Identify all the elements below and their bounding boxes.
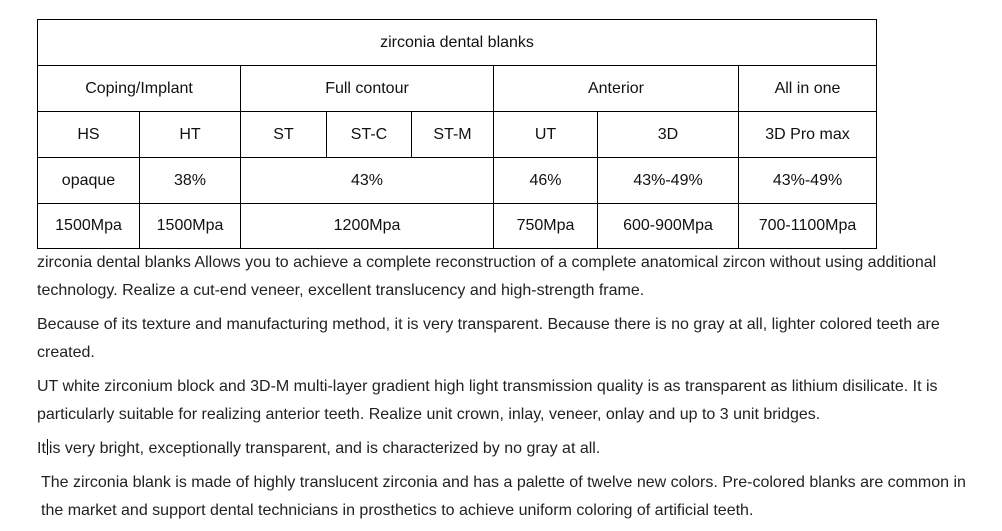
table-row [38,158,877,204]
table-row [38,112,877,158]
strength-3d-pro-max: 700-1100Mpa [739,204,877,249]
paragraph-4 [37,435,967,463]
translucency-ut: 46% [494,158,598,204]
translucency-3d-pro-max: 43%-49% [739,158,877,204]
paragraph-5: The zirconia blank is made of highly translucent zirconia and has a palette of twelve new colors. Pre-colored blanks are common in the market and support dental technicians in prosthetics to achieve uniform coloring of artificial teeth. [41,474,966,519]
translucency-full-contour: 43% [241,158,494,204]
grade-ut: UT [494,112,598,158]
table-title: zirconia dental blanks [38,20,877,66]
grade-3d: 3D [598,112,739,158]
paragraph-4-start: It [37,440,46,457]
grade-ht: HT [140,112,241,158]
strength-hs: 1500Mpa [38,204,140,249]
paragraph-4-rest: is very bright, exceptionally transparent, and is characterized by no gray at all. [48,440,601,457]
text-cursor [47,439,48,455]
grade-st: ST [241,112,327,158]
grade-st-c: ST-C [327,112,412,158]
table-row [38,204,877,249]
strength-full-contour: 1200Mpa [241,204,494,249]
category-anterior: Anterior [494,66,739,112]
paragraph-2: Because of its texture and manufacturing method, it is very transparent. Because there is no gray at all, lighter colored teeth are created. [37,316,940,361]
description-text [37,249,967,531]
category-coping-implant: Coping/Implant [38,66,241,112]
paragraph-3: UT white zirconium block and 3D-M multi-layer gradient high light transmission quality is as transparent as lithium disilicate. It is particularly suitable for realizing anterior teeth. Realize unit crown, inlay, veneer, onlay and up to 3 unit bridges. [37,378,938,423]
category-all-in-one: All in one [739,66,877,112]
paragraph-1: zirconia dental blanks Allows you to achieve a complete reconstruction of a complete anatomical zircon without using additional technology. Realize a cut-end veneer, excellent translucency and high-strength frame. [37,254,937,299]
translucency-ht: 38% [140,158,241,204]
spec-table [37,19,877,249]
translucency-3d: 43%-49% [598,158,739,204]
table-row [38,20,877,66]
grade-st-m: ST-M [412,112,494,158]
strength-ht: 1500Mpa [140,204,241,249]
category-full-contour: Full contour [241,66,494,112]
grade-3d-pro-max: 3D Pro max [739,112,877,158]
table-row [38,66,877,112]
strength-ut: 750Mpa [494,204,598,249]
grade-hs: HS [38,112,140,158]
translucency-hs: opaque [38,158,140,204]
strength-3d: 600-900Mpa [598,204,739,249]
